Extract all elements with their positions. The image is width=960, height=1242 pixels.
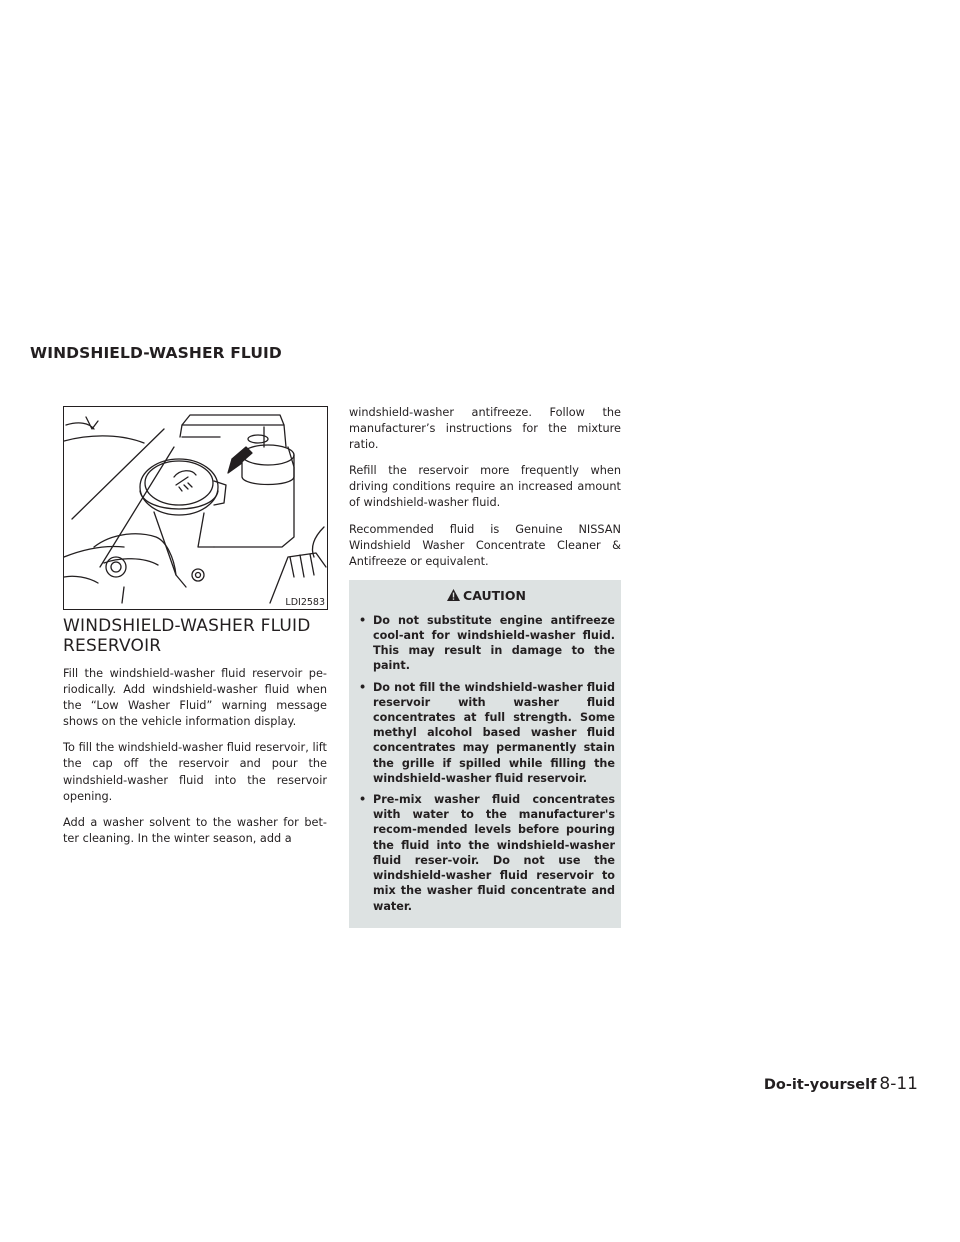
paragraph: To fill the windshield-washer fluid reservoir, lift the cap off the reservoir and pour the windshield-washer fluid into the reservoir opening. <box>63 741 327 803</box>
caution-list <box>357 613 615 914</box>
footer-section-name: Do-it-yourself <box>763 1077 877 1093</box>
figure-label: LDI2583 <box>285 597 325 608</box>
page-number: 8-11 <box>879 1074 918 1094</box>
right-column <box>349 405 621 928</box>
caution-box <box>349 580 621 928</box>
caution-item-text: Pre-mix washer fluid concentrates with water to the manufacturer's recom-mended levels before pouring the fluid into the windshield-washer fluid reser-voir. Do not use the windshield-washer fluid reservoir to mix the washer fluid concentrate and water. <box>373 793 615 913</box>
washer-reservoir-illustration <box>64 407 327 609</box>
bullet: • <box>359 793 367 807</box>
bullet: • <box>359 613 367 627</box>
left-column <box>63 616 327 857</box>
warning-triangle-icon <box>446 588 461 605</box>
subheading: WINDSHIELD-WASHER FLUID RESERVOIR <box>63 616 311 656</box>
paragraph: Refill the reservoir more frequently when driving conditions require an increased amount of windshield-washer fluid. <box>349 464 621 510</box>
paragraph: Fill the windshield-washer fluid reservoir pe-riodically. Add windshield-washer fluid when the “Low Washer Fluid” warning message shows on the vehicle information display. <box>63 667 327 729</box>
caution-item <box>357 680 615 786</box>
caution-item <box>357 792 615 914</box>
caution-title <box>357 588 615 605</box>
caution-title-text: CAUTION <box>463 587 526 603</box>
reservoir-figure <box>63 406 328 610</box>
paragraph: Recommended fluid is Genuine NISSAN Windshield Washer Concentrate Cleaner & Antifreeze or equivalent. <box>349 522 621 568</box>
caution-item-text: Do not fill the windshield-washer fluid reservoir with washer fluid concentrates at full strength. Some methyl alcohol based washer fluid concentrates may permanently stain the grille if spilled while filling the windshield-washer fluid reservoir. <box>373 680 615 785</box>
paragraph: windshield-washer antifreeze. Follow the manufacturer’s instructions for the mixture ratio. <box>349 406 621 452</box>
bullet: • <box>359 680 367 694</box>
paragraph: Add a washer solvent to the washer for bet-ter cleaning. In the winter season, add a <box>63 815 327 845</box>
section-heading: WINDSHIELD-WASHER FLUID <box>30 344 282 362</box>
caution-item <box>357 613 615 674</box>
page-footer <box>764 1074 918 1094</box>
caution-item-text: Do not substitute engine antifreeze cool-ant for windshield-washer fluid. This may result in damage to the paint. <box>373 613 615 673</box>
